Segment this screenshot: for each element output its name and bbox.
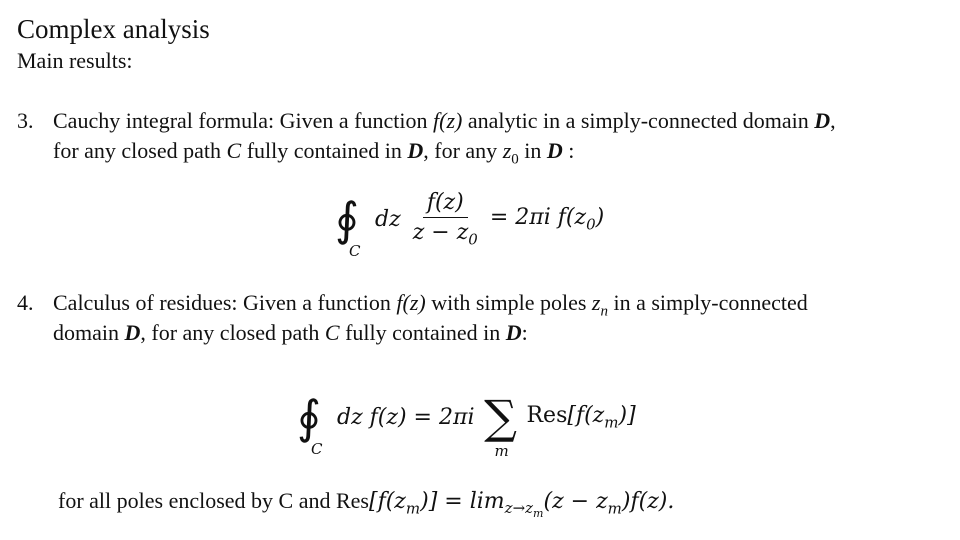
res-label: Res	[526, 402, 568, 428]
item-4-text: Calculus of residues: Given a function	[53, 290, 397, 315]
domain-symbol: D	[505, 320, 522, 345]
rhs-subscript: 0	[586, 215, 596, 234]
res-arg: [f(z	[567, 402, 605, 428]
lim-sub-sub: m	[533, 507, 544, 521]
footer-factor-sub: m	[607, 499, 622, 518]
lim-sub-text: z→z	[504, 499, 534, 518]
item-3-text: analytic in a simply-connected domain	[462, 108, 815, 133]
footer-res-sub: m	[405, 499, 421, 518]
item-4-text: , for any closed path	[140, 320, 325, 345]
path-symbol: C	[324, 320, 340, 345]
item-4-text: domain	[53, 320, 125, 345]
item-3-text: fully contained in	[241, 138, 408, 163]
item-3-text: ,	[830, 108, 836, 133]
differential-dz: dz	[375, 206, 401, 232]
residue-definition-line	[58, 488, 674, 520]
item-3-text: in	[518, 138, 547, 163]
res-close: )]	[618, 402, 636, 428]
domain-symbol: D	[814, 108, 831, 133]
item-3-text: :	[562, 138, 575, 163]
item-3-text: for any closed path	[53, 138, 227, 163]
denominator-text: z − z	[412, 220, 469, 245]
item-3-text: Cauchy integral formula: Given a function	[53, 108, 433, 133]
footer-lim: )] = lim	[420, 489, 505, 514]
item-4-line-1	[53, 290, 808, 320]
footer-end: )f(z).	[621, 489, 675, 514]
rhs-close: )	[595, 205, 605, 230]
integral-subscript: C	[311, 440, 323, 458]
equation-lhs: dz f(z) = 2πi	[337, 404, 475, 430]
item-4-text: fully contained in	[339, 320, 506, 345]
item-3-line-2	[53, 138, 574, 168]
residue-equation	[297, 390, 636, 460]
path-symbol: C	[226, 138, 242, 163]
item-3-text: , for any	[423, 138, 503, 163]
item-4-number: 4.	[17, 290, 34, 315]
z0-symbol: z	[502, 138, 512, 163]
item-4-line-2	[53, 320, 528, 346]
zn-symbol: z	[591, 290, 601, 315]
item-3-line-1	[53, 108, 836, 134]
slide-subtitle: Main results:	[17, 48, 133, 73]
fraction-numerator: f(z)	[423, 190, 468, 218]
item-4-text: :	[521, 320, 528, 345]
z0-subscript: 0	[511, 151, 519, 168]
domain-symbol: D	[407, 138, 424, 163]
slide-title: Complex analysis	[17, 14, 210, 44]
footer-lim-sub	[504, 499, 544, 521]
denominator-subscript: 0	[468, 230, 478, 249]
function-fz: f(z)	[396, 290, 426, 315]
fraction	[409, 190, 482, 248]
domain-symbol: D	[124, 320, 141, 345]
residue-term	[526, 403, 635, 431]
rhs-text: = 2πi f(z	[489, 205, 587, 230]
zn-subscript: n	[600, 303, 608, 320]
res-subscript: m	[604, 413, 619, 432]
footer-res-arg: [f(z	[369, 489, 406, 514]
fraction-denominator	[409, 218, 482, 248]
summation-subscript: m	[494, 442, 509, 460]
item-3-number: 3.	[17, 108, 34, 133]
contour-integral-symbol: ∮	[335, 192, 359, 247]
cauchy-integral-equation	[335, 190, 605, 261]
domain-symbol: D	[546, 138, 563, 163]
item-4-text: in a simply-connected	[607, 290, 808, 315]
item-4-text: with simple poles	[425, 290, 592, 315]
function-fz: f(z)	[433, 108, 463, 133]
summation-symbol: ∑	[484, 390, 517, 444]
integral-subscript: C	[349, 242, 361, 261]
equation-rhs	[490, 205, 604, 233]
footer-factor: (z − z	[543, 489, 608, 514]
footer-text: for all poles enclosed by C and Res	[58, 488, 369, 513]
contour-integral-symbol: ∮	[297, 390, 321, 444]
